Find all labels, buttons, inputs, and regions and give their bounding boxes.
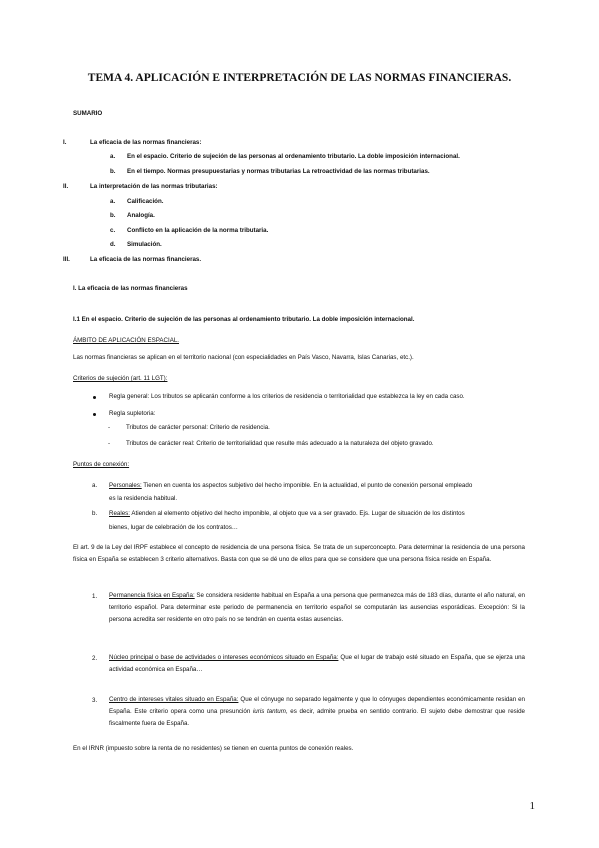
criterio2-paragraph [109, 652, 525, 676]
irnr-text: En el IRNR (impuesto sobre la renta de no residentes) se tienen en cuenta puntos de conexión reales. [73, 745, 354, 752]
criterio3-label: Centro de intereses vitales situado en España: [109, 696, 239, 703]
outline-num-IIa: a. [110, 198, 116, 205]
page-number: 1 [529, 800, 535, 812]
outline-item-IIa: Calificación. [127, 198, 164, 205]
puntos-heading: Puntos de conexión: [73, 461, 130, 468]
outline-num-IId: d. [110, 241, 116, 248]
criterio2-label: Núcleo principal o base de actividades o intereses económicos situado en España: [109, 654, 339, 661]
outline-item-Ia: En el espacio. Criterio de sujeción de las personas al ordenamiento tributario. La doble imposición internacional. [127, 153, 460, 160]
puntos-b-line1 [109, 510, 465, 518]
bullet-icon [93, 413, 96, 416]
criterio1-label: Permanencia física en España: [109, 592, 195, 599]
criterio-general: Regla general: Los tributos se aplicarán conforme a los criterios de residencia o territorialidad que establezca la ley en cada caso. [109, 393, 465, 400]
outline-num-Ib: b. [110, 168, 116, 175]
outline-item-IIc: Conflicto en la aplicación de la norma tributaria. [127, 227, 269, 234]
outline-num-Ia: a. [110, 153, 116, 160]
outline-num-III: III. [63, 256, 70, 263]
outline-item-I: La eficacia de las normas financieras: [90, 139, 202, 146]
puntos-b-num: b. [92, 510, 98, 517]
criterio1-text: Se considera residente habitual en España a una persona que permanezca más de 183 días, durante el año natural, en territorio español. Para determinar este periodo de permanencia en territorio español se computarán las ausencias esporádicas. Excepción: Si la persona acredita ser residente en otro país no se tendrán en cuenta estas ausencias. [109, 592, 525, 623]
bullet-icon [93, 396, 96, 399]
criterio-personal: Tributos de carácter personal: Criterio de residencia. [126, 424, 270, 431]
puntos-b-text1: Atienden al elemento objetivo del hecho imponible, al objeto que va a ser gravado. Ejs. Lugar de situación de los distintos [129, 510, 465, 517]
puntos-a-label: Personales: [109, 482, 142, 489]
criterio3-text-post: , es decir, admite prueba en sentido contrario. El sujeto debe demostrar que reside fiscalmente fuera de España. [109, 708, 525, 727]
subsection-heading: I.1 En el espacio. Criterio de sujeción de las personas al ordenamiento tributario. La doble imposición internacional. [73, 316, 415, 323]
criterio3-text-italic: iuris tantum [252, 708, 286, 715]
document-title: TEMA 4. APLICACIÓN E INTERPRETACIÓN DE LAS NORMAS FINANCIERAS. [87, 72, 512, 84]
criterio-supletoria: Regla supletoria: [109, 410, 156, 417]
outline-item-II: La interpretación de las normas tributarias: [90, 183, 218, 190]
outline-num-IIb: b. [110, 212, 116, 219]
dash-icon: - [108, 424, 111, 431]
puntos-a-line1 [109, 482, 472, 490]
criterio3-num: 3. [92, 697, 98, 704]
outline-num-IIc: c. [110, 227, 116, 234]
dash-icon: - [108, 440, 111, 447]
puntos-a-text1: Tienen en cuenta los aspectos subjetivo del hecho imponible. En la actualidad, el punto de conexión personal empleado [141, 482, 473, 489]
puntos-b-line2: bienes, lugar de celebración de los contratos… [109, 524, 238, 531]
puntos-a-line2: es la residencia habitual. [109, 495, 178, 502]
criterios-heading: Criterios de sujeción (art. 11 LGT): [73, 375, 168, 382]
irpf-paragraph: El art. 9 de la Ley del IRPF establece el concepto de residencia de una persona física. Se trata de un superconcepto. Para determinar la residencia de una persona física en España se establecen 3 criterio alternativos. Basta con que se dé uno de ellos para que se considere que una persona física reside en España. [73, 544, 525, 563]
criterio2-text: Que el lugar de trabajo esté situado en España, que se ejerza una actividad económica en España… [109, 654, 525, 673]
outline-item-IId: Simulación. [127, 241, 162, 248]
puntos-b-label: Reales: [109, 510, 130, 517]
criterio1-paragraph [109, 590, 525, 626]
ambito-heading: ÁMBITO DE APLICACIÓN ESPACIAL. [73, 337, 180, 344]
outline-item-IIb: Analogía. [127, 212, 155, 219]
criterio-real: Tributos de carácter real: Criterio de territorialidad que resulte más adecuado a la naturaleza del objeto gravado. [126, 440, 434, 447]
criterio2-num: 2. [92, 655, 98, 662]
criterio3-text-pre: Que el cónyuge no separado legalmente y que lo cónyuges dependientes económicamente residan en España. Este criterio opera como una presunción [109, 696, 525, 715]
outline-item-Ib: En el tiempo. Normas presupuestarias y normas tributarias La retroactividad de las normas tributarias. [127, 168, 430, 175]
sumario-label: SUMARIO [73, 110, 103, 117]
section-heading: I. La eficacia de las normas financieras [73, 285, 188, 292]
criterio1-num: 1. [92, 593, 98, 600]
outline-item-III: La eficacia de las normas financieras. [90, 256, 202, 263]
ambito-text: Las normas financieras se aplican en el territorio nacional (con especialidades en País Vasco, Navarra, Islas Canarias, etc.). [73, 354, 414, 361]
criterio3-paragraph [109, 694, 525, 730]
outline-num-I: I. [63, 139, 67, 146]
outline-num-II: II. [63, 183, 69, 190]
puntos-a-num: a. [92, 482, 98, 489]
